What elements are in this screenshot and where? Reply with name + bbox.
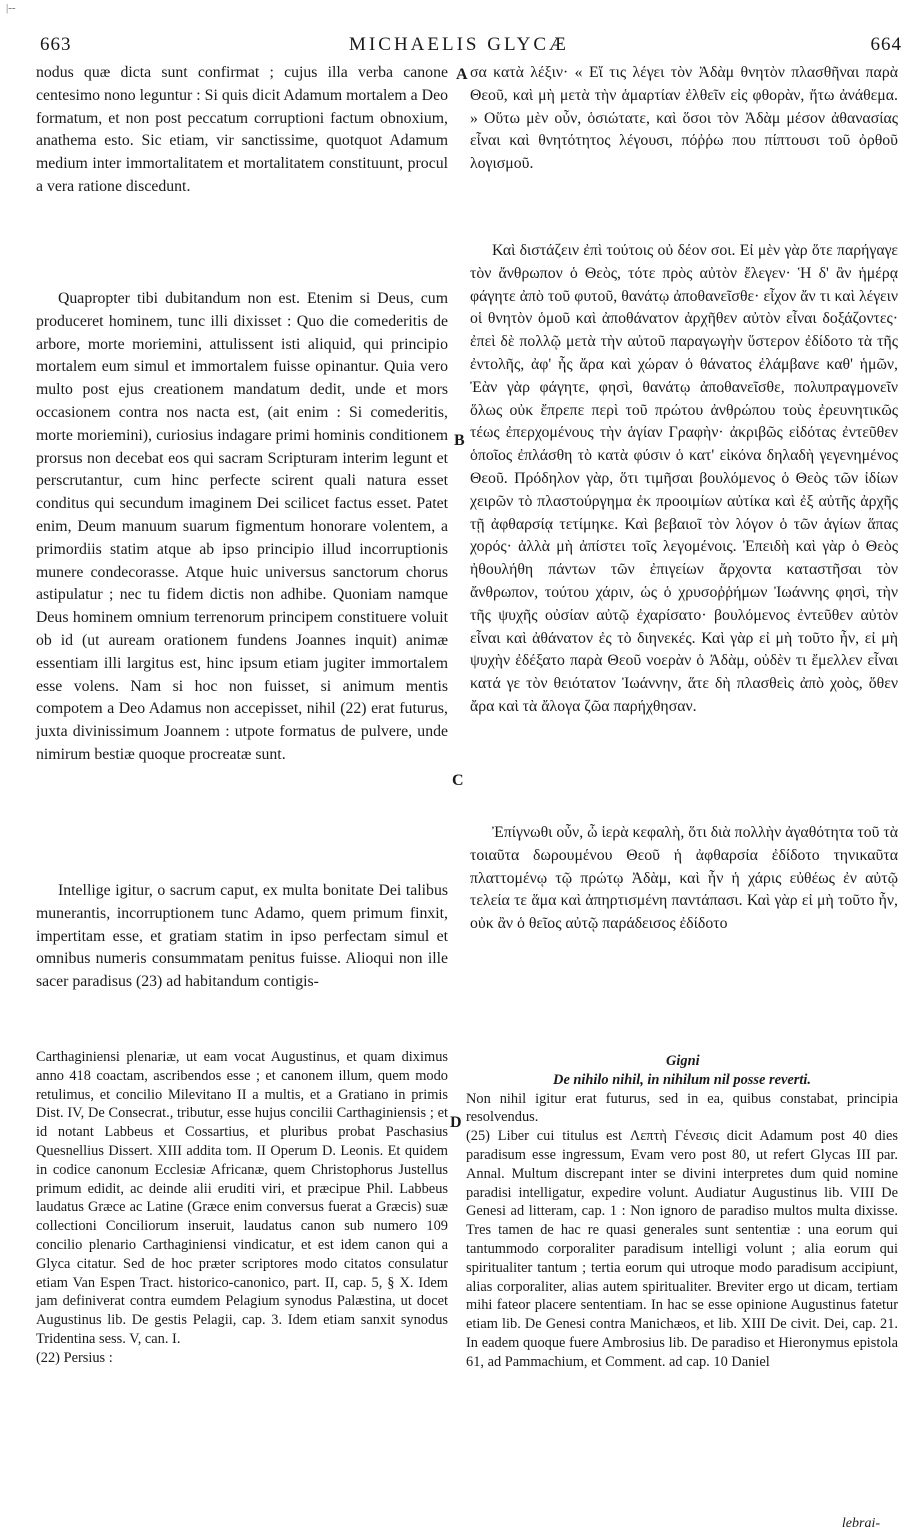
footnotes-right [466,1052,898,1372]
footnote-text: Non nihil igitur erat futurus, sed in ea, quibus constabat, principia resolvendus. [466,1090,898,1126]
footnotes-left [36,1048,448,1368]
latin-paragraph: nodus quæ dicta sunt confirmat ; cujus illa verba canone centesimo nono leguntur : Si quis dicit Adamum mortalem a Deo formatum, et non post peccatum corruptioni factum obnoxium, anathema esto. Sic etiam, vir sanctissime, quotquot Adamum medium inter immortalitatem et mortalitatem constituunt, procul a vera ratione discedunt. [36,64,448,195]
footnote-25: (25) Liber cui titulus est Λεπτὴ Γένεσις dicit Adamum post 40 dies paradisum esse ingressum, Evam vero post 80, ut refert Glycas III par. Annal. Multum discrepant inter se divini interpretes dum quid nomine paradisi intelligatur, expedire volunt. Audiatur Augustinus lib. VIII De Genesi ad litteram, cap. 1 : Non ignoro de paradiso multos multa dixisse. Tres tamen de hac re quasi generales sunt sententiæ : una eorum qui tantummodo corporaliter paradisum intelligi volunt ; alia eorum qui spiritualiter tantum ; tertia eorum qui utroque modo paradisum accipiunt, alias corporaliter, alias autem spiritualiter. Breviter ergo ut dicam, tertiam mihi fateor placere sententiam. In hac se esse opinione Augustinus fatetur etiam lib. De Genesi contra Manichæos, et lib. XIII De civit. Dei, cap. 21. In eadem quoque fuere Ambrosius lib. De paradiso et Hieronymus epistola 61, ad Pammachium, et Comment. ad cap. 10 Daniel [466,1128,898,1370]
footnote-verse: De nihilo nihil, in nihilum nil posse reverti. [553,1071,811,1088]
margin-letter-a: A [456,66,468,83]
greek-column-paragraph-2 [470,240,898,719]
greek-paragraph: Ἐπίγνωθι οὖν, ὦ ἱερὰ κεφαλὴ, ὅτι διὰ πολλὴν ἀγαθότητα τοῦ τὰ τοιαῦτα δωρουμένου Θεοῦ ἡ ἀφθαρσία ἐδίδοτο τηνικαῦτα πλαττομένῳ τῷ πρώτῳ Ἀδὰμ, καὶ ἦν ἡ χάρις εὐθέως ἐν αὐτῷ τελεία τε ἅμα καὶ ἀπηρτισμένη παντάπασι. Καὶ γὰρ εἰ μὴ τοῦτο ἦν, οὐκ ἂν ὁ θεῖος αὐτῷ παράδεισος ἐδίδοτο [470,824,898,933]
margin-letter-b: B [454,432,465,449]
footnote-verse-heading: Gigni [666,1053,700,1069]
latin-column-paragraph-3 [36,880,448,994]
catchword: lebrai- [841,1516,880,1531]
margin-letter-d: D [450,1114,462,1131]
corner-mark: |-- [6,2,16,14]
footnote-text: Carthaginiensi plenariæ, ut eam vocat Augustinus, et quam diximus anno 418 coactam, ascribendos esse ; et canonem illum, quem modo retulimus, et concilio Milevitano II a multis, et a Gratiano in primis Dist. IV, De Consecrat., tributur, esse hujus concilii Carthaginiensis ; et id notant Labbeus et Cossartius, et pluribus probat Paschasius Quesnellius Dissert. XIII addita tom. II Operum D. Leonis. Et quidem in codice canonum Ecclesiæ Africanæ, quem Christophorus Justellus primum edidit, ac deinde alii eruditi viri, et præcipue Phil. Labbeus laudatus Græce ac Latine (Græce enim conversus fuerat a Græcis) suæ collectioni Conciliorum inseruit, laudatus canon sub numero 109 concilio plenario Carthaginiensi vindicatur, et est idem canon qui a Glyca citatur. Sed de hoc præter scriptores modo citatos consulatur etiam Van Espen Tract. historico-canonico, part. II, cap. 5, § X. Idem jam definiverat contra eumdem Pelagium synodus Palæstina, ut docet Augustinus lib. De gestis Pelagii, cap. 3. Idem etiam sanxit synodus Tridentina sess. V, can. I. [36,1049,448,1347]
greek-column-paragraph-1 [470,62,898,176]
greek-column-paragraph-3 [470,822,898,936]
footnote-22: (22) Persius : [36,1349,113,1366]
latin-column-paragraph-2 [36,288,448,767]
page-number-left: 663 [40,34,72,55]
page-number-right: 664 [870,34,902,55]
greek-paragraph: σα κατὰ λέξιν· « Εἴ τις λέγει τὸν Ἀδὰμ θνητὸν πλασθῆναι παρὰ Θεοῦ, καὶ μὴ μετὰ τὴν ἁμαρτίαν ἐλθεῖν εἰς φθορὰν, ἤτω ἀνάθεμα. » Οὕτω μὲν οὖν, ὁσιώτατε, καὶ ὅσοι τὸν Ἀδὰμ μέσον ἀθανασίας εἶναι καὶ θνητότητος λέγουσι, πόῤῥω που πίπτουσι τοῦ ὀρθοῦ λογισμοῦ. [470,64,898,173]
margin-letter-c: C [452,772,464,789]
latin-paragraph: Intellige igitur, o sacrum caput, ex multa bonitate Dei talibus munerantis, incorruptionem tunc Adamo, quem primum finxit, impertitam esse, et gratiam statim in ipso perfectam simul et omnibus numeris consummatam penitus fuisse. Alioqui non ille sacer paradisus (23) ad habitandum contigis- [36,882,448,991]
latin-column-paragraph-1 [36,62,448,199]
greek-paragraph: Καὶ διστάζειν ἐπὶ τούτοις οὐ δέον σοι. Εἰ μὲν γὰρ ὅτε παρήγαγε τὸν ἄνθρωπον ὁ Θεὸς, τότε πρὸς αὐτὸν ἔλεγεν· Ἡ δ' ἂν ἡμέρᾳ φάγητε ἀπὸ τοῦ φυτοῦ, θανάτῳ ἀποθανεῖσθε· εἶχον ἄν τι καὶ λέγειν οἱ θνητὸν ὁμοῦ καὶ ἀποθάνατον ἀρχῆθεν αὐτὸν εἶναι δοξάζοντες· ἐπεὶ δὲ πολλῷ μετὰ τὴν αὐτοῦ παραγωγὴν ὕστερον ἐδίδοτο τὰ τῆς ἐντολῆς, ἀφ' ἧς ἄρα καὶ χώραν ὁ θάνατος ἐλάμβανε καθ' ἡμῶν, Ἐὰν γὰρ φάγητε, φησὶ, θανάτῳ ἀποθανεῖσθε, πολυπραγμονεῖν ὅλως οὐκ ἔπρεπε περὶ τοῦ πρώτου ἀνθρώπου τοὺς ἐρευνητικῶς τέως ἐπερχομένους τὴν ἁγίαν Γραφὴν· ἀκριβῶς εἰδότας ἐντεῦθεν ὁποῖος ἐπλάσθη τὸ κατὰ φύσιν ὁ κατ' εἰκόνα δηλαδὴ γεγενημένος Θεοῦ. Πρόδηλον γὰρ, ὅτι τιμῆσαι βουλόμενος ὁ Θεὸς τῶν ἰδίων χειρῶν τὸ πλαστούργημα ἐκ προοιμίων αὐτίκα καὶ ἐξ αὐτῆς ἀρχῆς τῇ ἀφθαρσίᾳ τετίμηκε. Καὶ βεβαιοῖ τὸν λόγον ὁ τῶν ἁγίων ἅπας χορός· ἀλλὰ μὴ ἀπίστει τοῖς λεγομένοις. Ἐπειδὴ καὶ γὰρ ὁ Θεὸς ἠθουλήθη πάντων τῶν ἐπιγείων ἄρχοντα καταστῆσαι τὸν ἄνθρωπον, τούτου χάριν, ὡς ὁ χρυσοῤῥήμων Ἰωάννης φησὶ, τὴν τῆς ψυχῆς οὐσίαν αὐτῷ ἐχαρίσατο· βουλόμενος ἐντεῦθεν αὐτὸν εἶναι καὶ ἀθάνατον ἐς τὸ διηνεκές. Καὶ γὰρ εἰ μὴ τοῦτο ἦν, εἰ μὴ ψυχὴν ἐδέξατο παρὰ Θεοῦ νοερὰν ὁ Ἀδὰμ, οὐδὲν τι ἔμελλεν εἶναι κατά γε τὸν θειότατον Ἰωάννην, ἅτε δὴ πλασθεὶς ἀπὸ χοὸς, ὅθεν ἄρα καὶ τὰ ἄλογα ζῶα παρήχθησαν. [470,242,898,715]
latin-paragraph: Quapropter tibi dubitandum non est. Etenim si Deus, cum produceret hominem, tunc illi dixisset : Quo die comederitis de arbore, morte moriemini, attulissent isti aliquid, qui principio mortalem eum simul et immortalem fuisse opinantur. Quia vero multo post ejus creationem mandatum dedit, unde et mors occasionem contra nos nacta est, (ait enim : Si comederitis, morte moriemini), curiosius indagare primi hominis conditionem prorsus non decebat eos qui sacram Scripturam interim legunt et perscrutantur, cum hinc perfecte scirent quali natura esset conditus qui secundum imaginem Dei scilicet factus esset. Patet enim, Deum manuum suarum figmentum honorare volentem, a primordiis statim atque ab ipso principio illud incorruptionis munere condecorasse. Atque huic universus sanctorum chorus astipulatur ; nec tu fidem dictis non adhibe. Quoniam namque Deus hominem omnium terrenorum principem constituere voluit ob id (ut auream orationem fundens Joannes inquit) animæ essentiam illi largitus est, hinc ipsum etiam jugiter immortalem esse volens. Nam si hoc non fuisset, si animum mentis compotem a Deo Adamus non accepisset, nihil (22) erat futurus, juxta divinissimum Joannem : utpote formatus de pulvere, unde nimirum bestiæ quoque procreatæ sunt. [36,290,448,763]
running-title: MICHAELIS GLYCÆ [349,34,569,55]
